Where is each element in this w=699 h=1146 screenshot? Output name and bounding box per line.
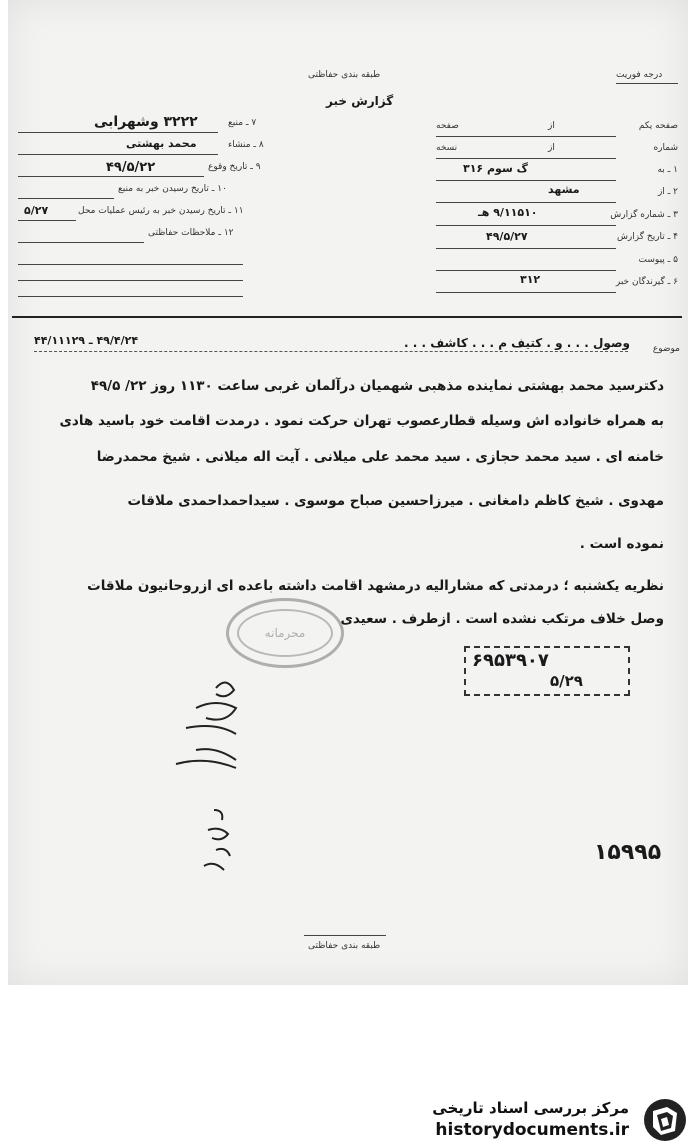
rule bbox=[436, 225, 616, 226]
field-to: ۱ ـ به bbox=[657, 165, 678, 175]
field-report-number: ۳ ـ شماره گزارش bbox=[610, 210, 678, 220]
field-attachment: ۵ ـ پیوست bbox=[638, 255, 678, 265]
field-from: ۲ ـ از bbox=[657, 187, 678, 197]
body-line: نظریه یکشنبه ؛ درمدتی که مشارالیه درمشهد اقامت داشته باعده ای ازروحانیون ملاقات bbox=[87, 578, 664, 594]
handwritten-signature-icon bbox=[156, 668, 266, 778]
rule bbox=[436, 270, 616, 271]
rule bbox=[18, 280, 243, 281]
field-source: ۷ ـ منبع bbox=[228, 118, 257, 128]
header-separator bbox=[12, 316, 682, 318]
rule bbox=[436, 158, 616, 159]
rule bbox=[436, 202, 616, 203]
field-recipients: ۶ ـ گیرندگان خبر bbox=[615, 277, 678, 287]
page-count-label: صفحه bbox=[436, 121, 459, 131]
page-from-label: از bbox=[548, 121, 555, 131]
rule bbox=[436, 180, 616, 181]
body-line: خامنه ای . سید محمد حجازی . سید محمد علی میلانی . آیت اله میلانی . شیخ محمدرضا bbox=[96, 449, 664, 465]
field-copy: شماره bbox=[653, 143, 678, 153]
page-title: گزارش خبر bbox=[326, 94, 394, 108]
field-security-notes: ۱۲ ـ ملاحظات حفاظتی bbox=[148, 228, 234, 238]
value-origin: محمد بهشتی bbox=[126, 137, 197, 150]
registration-stamp bbox=[464, 646, 630, 696]
value-report-number: ۹/۱۱۵۱۰ هـ bbox=[478, 206, 538, 219]
field-date-to-chief: ۱۱ ـ تاریخ رسیدن خبر به رئیس عملیات محل bbox=[78, 206, 244, 216]
archive-footer bbox=[0, 1093, 699, 1146]
field-origin: ۸ ـ منشاء bbox=[228, 140, 264, 150]
archive-name: مرکز بررسی اسناد تاریخی bbox=[432, 1099, 629, 1117]
value-date-received: ۵/۲۷ bbox=[24, 204, 49, 217]
classification-bottom: طبقه بندی حفاظتی bbox=[308, 941, 381, 951]
initials-mark-icon bbox=[194, 800, 254, 880]
rule bbox=[18, 132, 218, 133]
value-event-date: ۴۹/۵/۲۲ bbox=[106, 160, 156, 175]
value-source: ۳۲۲۲ وشهرابی bbox=[94, 114, 198, 130]
rule bbox=[18, 198, 114, 199]
registration-number: ۶۹۵۳۹۰۷ bbox=[472, 650, 549, 671]
rule bbox=[18, 176, 204, 177]
priority-underline bbox=[616, 83, 678, 84]
rule bbox=[436, 136, 616, 137]
rule bbox=[18, 242, 144, 243]
field-date-to-source: ۱۰ ـ تاریخ رسیدن خبر به منبع bbox=[118, 184, 227, 194]
body-line: وصل خلاف مرتکب نشده است . ازطرف . سعیدی bbox=[340, 611, 664, 627]
handwritten-number: ۱۵۹۹۵ bbox=[594, 840, 662, 865]
body-line: مهدوی . شیخ کاظم دامغانی . میرزاحسین صباح موسوی . سیداحمداحمدی ملاقات bbox=[127, 493, 664, 509]
field-page: صفحه یکم bbox=[638, 121, 678, 131]
copy-count-label: نسخه bbox=[436, 143, 458, 153]
body-line: به همراه خانواده اش وسیله قطارعصوب تهران حرکت نمود . درمدت اقامت خود باسید هادی bbox=[59, 413, 664, 429]
subject-underline bbox=[34, 351, 628, 352]
confidential-stamp bbox=[226, 598, 344, 668]
stamp-text: محرمانه bbox=[237, 609, 333, 657]
archive-logo-icon bbox=[641, 1097, 689, 1143]
value-report-date: ۴۹/۵/۲۷ bbox=[486, 230, 528, 243]
body-line: نموده است . bbox=[579, 536, 664, 552]
registration-date: ۵/۲۹ bbox=[550, 672, 583, 690]
rule bbox=[18, 264, 243, 265]
body-line: دکترسید محمد بهشتی نماینده مذهبی شهمیان درآلمان غربی ساعت ۱۱۳۰ روز ۲۲/ ۴۹/۵ bbox=[90, 378, 664, 394]
rule bbox=[18, 296, 243, 297]
rule bbox=[436, 292, 616, 293]
subject-label: موضوع bbox=[652, 344, 680, 354]
classification-top: طبقه بندی حفاظتی bbox=[308, 70, 381, 80]
classification-bottom-rule bbox=[304, 935, 386, 936]
field-report-date: ۴ ـ تاریخ گزارش bbox=[616, 232, 678, 242]
copy-from-label: از bbox=[548, 143, 555, 153]
subject-text: وصول . . . و . کتیف م . . . کاشف . . . bbox=[404, 336, 630, 350]
document-sheet bbox=[8, 0, 688, 985]
rule bbox=[436, 248, 616, 249]
rule bbox=[18, 154, 218, 155]
value-recipients: ۳۱۲ bbox=[520, 273, 541, 286]
value-from: مشهد bbox=[548, 183, 580, 196]
priority-label: درجه فوریت bbox=[616, 70, 663, 80]
subject-reference: ۴۹/۴/۲۴ ـ ۴۴/۱۱۱۲۹ bbox=[34, 334, 139, 347]
field-event-date: ۹ ـ تاریخ وقوع bbox=[208, 162, 261, 172]
value-to: گ سوم ۳۱۶ bbox=[463, 162, 528, 175]
archive-url[interactable]: historydocuments.ir bbox=[435, 1120, 629, 1140]
rule bbox=[18, 220, 76, 221]
